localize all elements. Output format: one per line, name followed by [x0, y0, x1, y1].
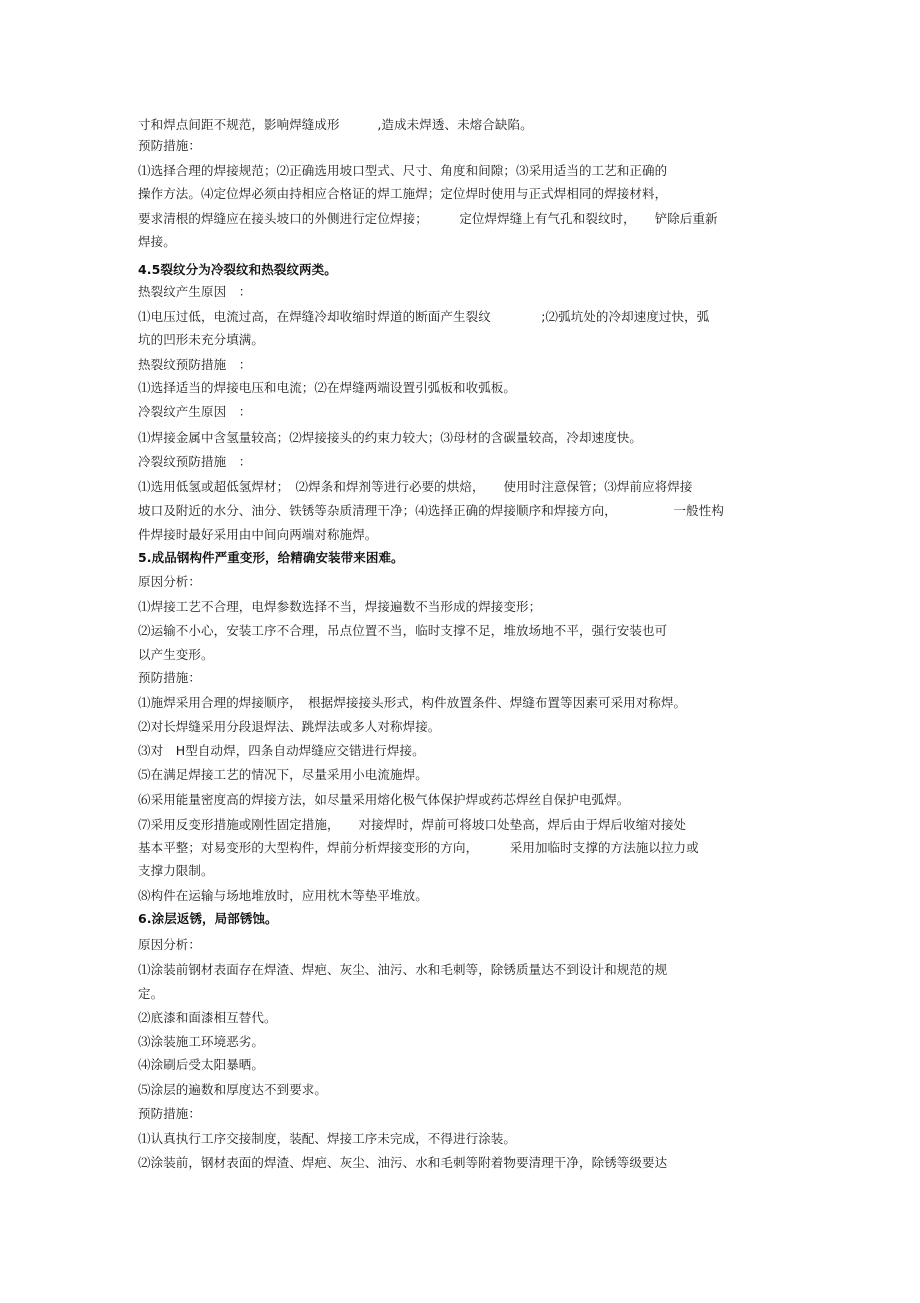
- text-line: ⑴认真执行工序交接制度，装配、焊接工序未完成，不得进行涂装。: [138, 1131, 517, 1146]
- text-line: ⑶涂装施工环境恶劣。: [138, 1034, 265, 1049]
- text-line: ⑺采用反变形措施或刚性固定措施， 对接焊时，焊前可将坡口处垫高，焊后由于焊后收缩对接处: [138, 817, 687, 832]
- text-line: ⑴选择合理的焊接规范；⑵正确选用坡口型式、尺寸、角度和间隙；⑶采用适当的工艺和正确的: [138, 163, 668, 178]
- text-line: 要求清根的焊缝应在接头坡口的外侧进行定位焊接； 定位焊焊缝上有气孔和裂纹时， 铲除后重新: [138, 211, 718, 226]
- text-line: ⑶对 H型自动焊，四条自动焊缝应交错进行焊接。: [138, 743, 425, 758]
- text-line: ⑵对长焊缝采用分段退焊法、跳焊法或多人对称焊接。: [138, 719, 441, 734]
- section-heading: 6.涂层返锈，局部锈蚀。: [138, 911, 278, 926]
- text-line: ⑴焊接工艺不合理，电焊参数选择不当，焊接遍数不当形成的焊接变形；: [138, 599, 542, 614]
- text-line: ⑻构件在运输与场地堆放时，应用枕木等垫平堆放。: [138, 888, 428, 903]
- text-line: 坡口及附近的水分、油分、铁锈等杂质清理干净；⑷选择正确的焊接顺序和焊接方向， 一般性构: [138, 503, 724, 518]
- text-line: ⑴涂装前钢材表面存在焊渣、焊疤、灰尘、油污、水和毛刺等，除锈质量达不到设计和规范的规: [138, 962, 668, 977]
- text-line: ⑹采用能量密度高的焊接方法，如尽量采用熔化极气体保护焊或药芯焊丝自保护电弧焊。: [138, 792, 630, 807]
- text-line: ⑸在满足焊接工艺的情况下，尽量采用小电流施焊。: [138, 767, 428, 782]
- text-line: ⑴选用低氢或超低氢焊材； ⑵焊条和焊剂等进行必要的烘焙， 使用时注意保管；⑶焊前应将焊接: [138, 479, 693, 494]
- section-label: 热裂纹产生原因 ：: [138, 284, 252, 299]
- text-line: ⑵运输不小心，安装工序不合理，吊点位置不当，临时支撑不足，堆放场地不平，强行安装也可: [138, 623, 668, 638]
- text-line: 焊接。: [138, 234, 176, 249]
- section-label: 原因分析：: [138, 937, 202, 952]
- text-line: ⑵涂装前，钢材表面的焊渣、焊疤、灰尘、油污、水和毛刺等附着物要清理干净，除锈等级要达: [138, 1155, 668, 1170]
- text-line: ⑴施焊采用合理的焊接顺序， 根据焊接接头形式，构件放置条件、焊缝布置等因素可采用对称焊。: [138, 695, 687, 710]
- text-line: 坑的凹形未充分填满。: [138, 332, 265, 347]
- text-line: 件焊接时最好采用由中间向两端对称施焊。: [138, 527, 378, 542]
- text-line: ⑸涂层的遍数和厚度达不到要求。: [138, 1082, 328, 1097]
- section-label: 预防措施：: [138, 670, 202, 685]
- section-heading: 4.5裂纹分为冷裂纹和热裂纹两类。: [138, 262, 337, 277]
- text-line: 基本平整；对易变形的大型构件，焊前分析焊接变形的方向， 采用加临时支撑的方法施以拉力或: [138, 840, 699, 855]
- text-line: 寸和焊点间距不规范，影响焊缝成形 ,造成未焊透、未熔合缺陷。: [138, 117, 533, 132]
- text-line: 以产生变形。: [138, 647, 214, 662]
- text-line: ⑵底漆和面漆相互替代。: [138, 1010, 277, 1025]
- section-heading: 5.成品钢构件严重变形，给精确安装带来困难。: [138, 550, 404, 565]
- text-line: ⑷涂刷后受太阳暴晒。: [138, 1057, 265, 1072]
- section-label: 冷裂纹产生原因 ：: [138, 404, 252, 419]
- text-line: ⑴电压过低，电流过高，在焊缝冷却收缩时焊道的断面产生裂纹 ;⑵弧坑处的冷却速度过快，弧: [138, 309, 710, 324]
- text-line: 定。: [138, 986, 164, 1001]
- text-line: ⑴焊接金属中含氢量较高；⑵焊接接头的约束力较大；⑶母材的含碳量较高，冷却速度快。: [138, 430, 643, 445]
- text-line: 支撑力限制。: [138, 863, 214, 878]
- section-label: 原因分析：: [138, 574, 202, 589]
- section-label: 预防措施：: [138, 138, 202, 153]
- text-line: ⑴选择适当的焊接电压和电流；⑵在焊缝两端设置引弧板和收弧板。: [138, 380, 517, 395]
- section-label: 冷裂纹预防措施 ：: [138, 454, 252, 469]
- section-label: 预防措施：: [138, 1106, 202, 1121]
- text-line: 操作方法。⑷定位焊必须由持相应合格证的焊工施焊；定位焊时使用与正式焊相同的焊接材料，: [138, 186, 668, 201]
- section-label: 热裂纹预防措施 ：: [138, 357, 252, 372]
